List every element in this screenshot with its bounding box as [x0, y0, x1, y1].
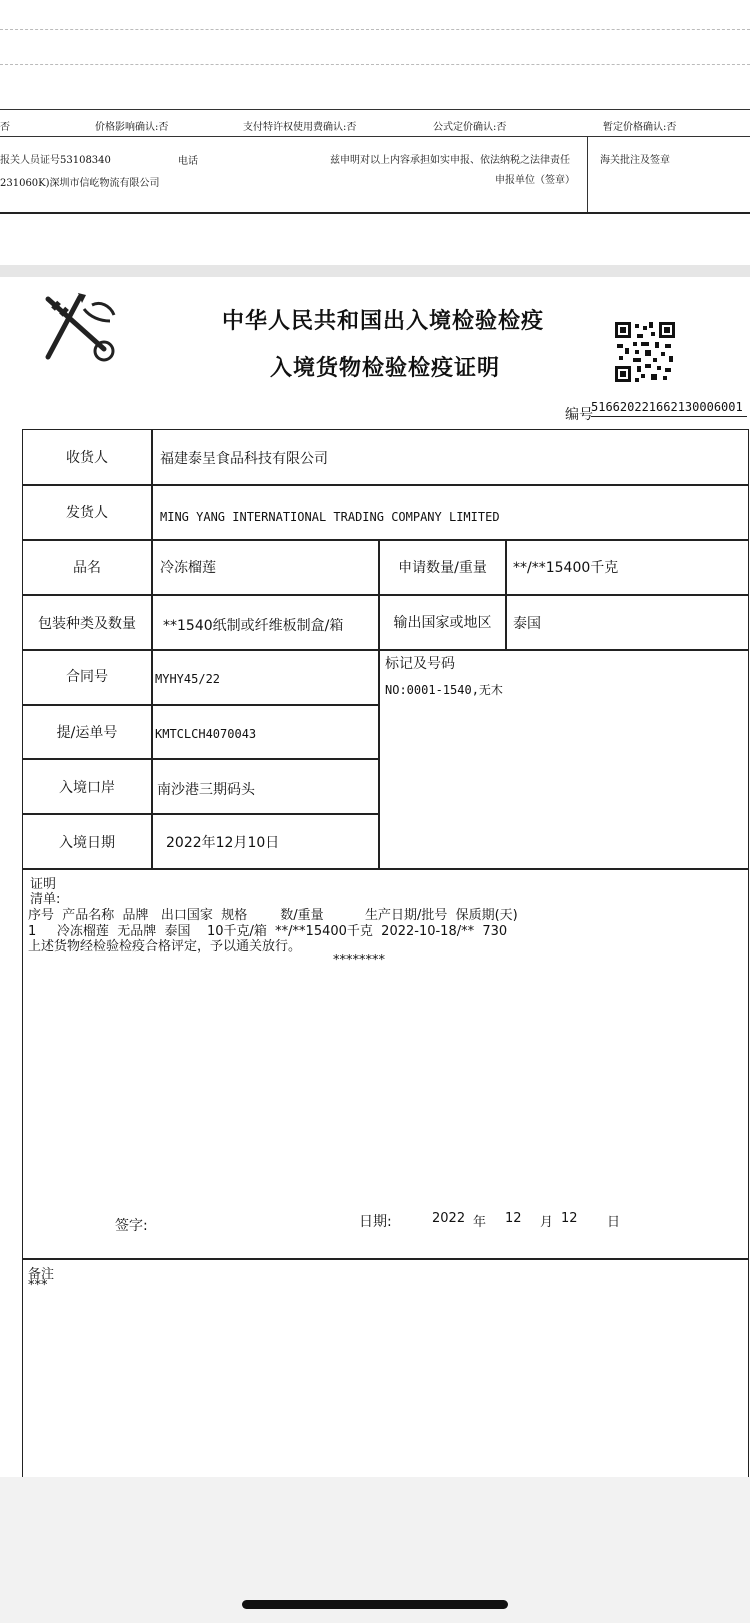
shipper-label: 发货人	[66, 505, 108, 521]
bl-value: KMTCLCH4070043	[155, 727, 257, 741]
price-impact-confirm: 价格影响确认:否	[95, 122, 169, 133]
list-row: 1 冷冻榴莲 无品牌 泰国 10千克/箱 **/**15400千克 2022-10-18/** 730	[28, 924, 508, 939]
list-label: 清单:	[30, 892, 61, 907]
form-vrule	[587, 136, 588, 212]
certificate-number-label: 编号	[565, 407, 593, 423]
origin-value: 泰国	[513, 616, 541, 632]
certificate-title-line1: 中华人民共和国出入境检验检疫	[222, 309, 545, 334]
port-value: 南沙港三期码头	[157, 782, 255, 798]
certificate-number: 516620221662130006001	[591, 400, 743, 414]
consignee-value: 福建泰呈食品科技有限公司	[160, 451, 328, 467]
entry-date-value: 2022年12月10日	[166, 835, 280, 851]
certificate-title-line2: 入境货物检验检疫证明	[270, 356, 501, 381]
contract-label: 合同号	[66, 669, 108, 685]
form-rule	[0, 212, 750, 214]
list-header: 序号 产品名称 品牌 出口国家 规格 数/重量 生产日期/批号 保质期(天)	[28, 908, 518, 923]
ciq-emblem-icon	[40, 291, 124, 367]
sign-label: 签字:	[115, 1218, 148, 1234]
marks-label: 标记及号码	[385, 656, 455, 672]
number-underline	[591, 416, 747, 417]
product-label: 品名	[73, 560, 101, 576]
qty-value: **/**15400千克	[513, 560, 619, 576]
marks-value: NO:0001-1540,无木	[385, 683, 503, 697]
bl-label: 提/运单号	[56, 725, 118, 741]
qr-code	[615, 322, 675, 382]
remarks-label: 备注	[28, 1267, 55, 1282]
declaration-form	[0, 0, 750, 265]
sign-month-unit: 月	[540, 1215, 554, 1230]
entry-date-label: 入境日期	[59, 835, 115, 851]
declarant-company: 231060K)深圳市信屹物流有限公司	[0, 178, 160, 189]
port-label: 入境口岸	[59, 780, 115, 796]
sign-year: 2022	[432, 1211, 466, 1226]
provisional-price-confirm: 暂定价格确认:否	[603, 122, 677, 133]
cert-label: 证明	[30, 877, 57, 892]
contract-value: MYHY45/22	[155, 672, 221, 686]
form-rule	[0, 136, 750, 137]
consignee-label: 收货人	[66, 450, 108, 466]
packaging-value: **1540纸制或纤维板制盒/箱	[163, 618, 344, 634]
dashed-divider	[0, 29, 750, 30]
packaging-label: 包装种类及数量	[38, 616, 136, 632]
sign-day-unit: 日	[607, 1215, 621, 1230]
formula-price-confirm: 公式定价确认:否	[433, 122, 507, 133]
certificate-table	[22, 429, 749, 1495]
customs-note: 海关批注及签章	[600, 155, 670, 166]
qty-label: 申请数量/重量	[398, 560, 487, 576]
royalty-confirm: 支付特许权使用费确认:否	[243, 122, 357, 133]
declaration-statement: 兹申明对以上内容承担如实申报、依法纳税之法律责任	[330, 155, 570, 166]
certificate-page	[0, 277, 750, 1477]
dashed-divider	[0, 64, 750, 65]
page-gap	[0, 265, 750, 277]
stars: ********	[333, 953, 385, 968]
product-value: 冷冻榴莲	[160, 560, 216, 576]
sign-month: 12	[505, 1211, 522, 1226]
row1-c0: 否	[0, 122, 10, 133]
phone-label: 电话	[178, 156, 198, 167]
form-rule	[0, 109, 750, 110]
sign-year-unit: 年	[473, 1215, 487, 1230]
conclusion: 上述货物经检验检疫合格评定，予以通关放行。	[28, 939, 302, 954]
sign-date-label: 日期:	[359, 1214, 392, 1230]
home-indicator[interactable]	[242, 1600, 508, 1609]
shipper-value: MING YANG INTERNATIONAL TRADING COMPANY LIMITED	[160, 510, 500, 524]
remarks-value: ***	[28, 1278, 48, 1293]
declarant-unit: 申报单位（签章）	[495, 175, 575, 186]
sign-day: 12	[561, 1211, 578, 1226]
origin-label: 输出国家或地区	[393, 615, 492, 631]
declarant-id: 报关人员证号53108340	[0, 155, 111, 166]
